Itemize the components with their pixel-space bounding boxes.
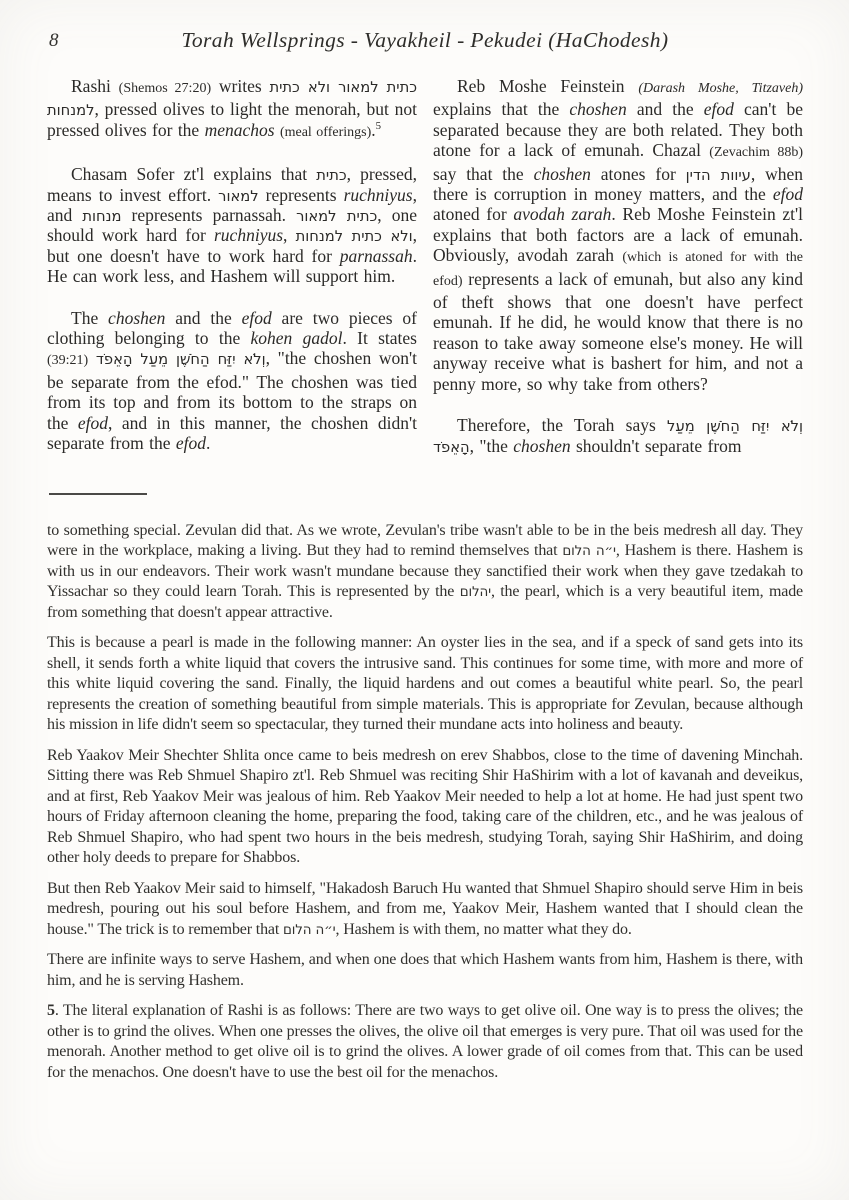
paragraph: Reb Moshe Feinstein (Darash Moshe, Titzaveh) explains that the choshen and the efod can't be separated because they are both related. They both atone for a lack of emunah. Chazal (Zevachim 88b) say that the choshen atones for עיוות הדין, when there is corruption in money matters, and the efod atoned for avodah zarah. Reb Moshe Feinstein zt'l explains that both factors are a lack of emunah. Obviously, avodah zarah (which is atoned for with the efod) represents a lack of emunah, but also any kind of theft shows that one doesn't have perfect emunah. If he did, he would know that there is no reason to take away someone else's money. He will anyway receive what is bashert for him, and not a penny more, so why take from others?	[433, 76, 804, 394]
page-header	[47, 28, 803, 54]
footnote-paragraph: There are infinite ways to serve Hashem, and when one does that which Hashem wants from him, Hashem is there, with him, and he is serving Hashem.	[47, 951, 803, 989]
main-text	[47, 76, 803, 477]
right-column	[433, 76, 803, 477]
footnotes	[47, 521, 803, 1084]
footnote-paragraph: But then Reb Yaakov Meir said to himself, "Hakadosh Baruch Hu wanted that Shmuel Shapiro should serve Him in beis medresh, pouring out his soul before Hashem, and from me, Yaakov Meir, Hashem wanted that I should clean the house." The trick is to remember that י״ה הלום, Hashem is with them, no matter what they do.	[47, 879, 803, 938]
footnote-separator	[49, 493, 147, 495]
left-column	[47, 76, 417, 477]
paragraph: Chasam Sofer zt'l explains that כתית, pressed, means to invest effort. למאור represents ruchniyus, and מנחות represents parnassah. כתית למאור, one should work hard for ruchniyus, ולא כתית למנחות, but one doesn't have to work hard for parnassah. He can work less, and Hashem will support him.	[47, 164, 417, 287]
footnote-paragraph: Reb Yaakov Meir Shechter Shlita once came to beis medresh on erev Shabbos, close to the time of davening Minchah. Sitting there was Reb Shmuel Shapiro zt'l. Reb Shmuel was reciting Shir HaShirim with a lot of kavanah and deveikus, and at first, Reb Yaakov Meir was jealous of him. Reb Yaakov Meir needed to help a lot at home. He had just spent two hours of Friday afternoon cleaning the home, preparing the food, taking care of the children, etc., and he was jealous of Reb Shmuel Shapiro, who had spent two hours in the beis medresh, studying Torah, saying Shir HaShirim, and doing other holy deeds to prepare for Shabbos.	[47, 746, 803, 867]
page-number: 8	[49, 30, 59, 51]
paragraph: Rashi (Shemos 27:20) writes כתית למאור ולא כתית למנחות, pressed olives to light the menorah, but not pressed olives for the menachos (meal offerings).$^5$	[47, 76, 417, 140]
footnote-paragraph: to something special. Zevulan did that. As we wrote, Zevulan's tribe wasn't able to be in the beis medresh all day. They were in the workplace, making a living. But they had to remind themselves that י״ה הלום, Hashem is there. Hashem is with us in our endeavors. Their work wasn't mundane because they sanctified their work when they gave tzedakah to Yissachar so they could learn Torah. This is represented by the יהלום, the pearl, which is a very beautiful item, made from something that doesn't appear attractive.	[47, 521, 803, 621]
footnote-paragraph: This is because a pearl is made in the following manner: An oyster lies in the sea, and if a speck of sand gets into its shell, it sends forth a white liquid that covers the intrusive sand. This continues for some time, with more and more of this white liquid covering the sand. Finally, the liquid hardens and out comes a beautiful white pearl. So, the pearl represents the creation of something beautiful from simple materials. This is appropriate for Zevulan, because although his mission in life didn't seem so spectacular, they turned their mundane acts into holiness and beauty.	[47, 634, 803, 734]
paragraph: The choshen and the efod are two pieces of clothing belonging to the kohen gadol. It states (39:21) וְלֹא יִזַּח הַחֹשֶׁן מֵעַל הָאֵפֹד, "the choshen won't be separate from the efod." The choshen was tied from its top and from its bottom to the straps on the efod, and in this manner, the choshen didn't separate from the efod.	[47, 307, 418, 454]
page-title: Torah Wellsprings - Vayakheil - Pekudei (HaChodesh)	[181, 28, 669, 52]
paragraph: Therefore, the Torah says וְלֹא יִזַּח הַחֹשֶׁן מֵעַל הָאֵפֹד, "the choshen shouldn't separate from	[433, 415, 803, 456]
footnote-paragraph: 5. The literal explanation of Rashi is as follows: There are two ways to get olive oil. One way is to press the olives; the other is to grind the olives. When one presses the olives, the olive oil that emerges is very pure. That oil was used for the menorah. Another method to get olive oil is to grind the olives. A lower grade of oil comes from that. This can be used for the menachos. One doesn't have to use the best oil for the menachos.	[47, 1002, 803, 1081]
